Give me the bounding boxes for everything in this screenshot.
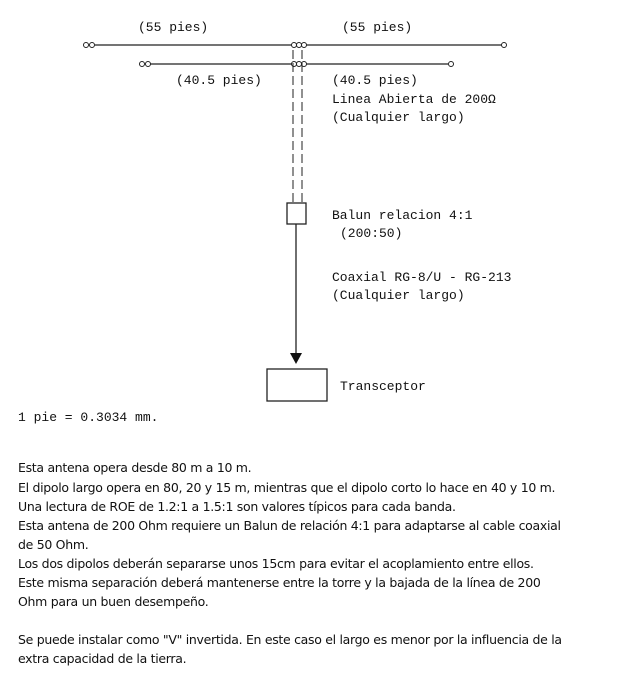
note-line: Una lectura de ROE de 1.2:1 a 1.5:1 son valores típicos para cada banda. (18, 499, 456, 514)
long-dipole-center-insulator (292, 43, 297, 48)
note-line: de 50 Ohm. (18, 537, 89, 552)
long-dipole-right-length: (55 pies) (342, 20, 413, 35)
note-line: extra capacidad de la tierra. (18, 651, 187, 666)
balun-box (287, 203, 306, 224)
note-line: Ohm para un buen desempeño. (18, 594, 209, 609)
conversion-note: 1 pie = 0.3034 mm. (18, 410, 159, 425)
feedline-label: Linea Abierta de 200Ω (332, 92, 496, 107)
balun-ratio-label: (200:50) (340, 226, 403, 241)
coax-label: Coaxial RG-8/U - RG-213 (332, 270, 512, 285)
long-dipole-left-insulator (84, 43, 89, 48)
transceiver-box (267, 369, 327, 401)
coax-arrowhead (290, 353, 302, 364)
coax-length-label: (Cualquier largo) (332, 288, 465, 303)
short-dipole-right-length: (40.5 pies) (332, 73, 418, 88)
note-line: Los dos dipolos deberán separarse unos 15cm para evitar el acoplamiento entre ellos. (18, 556, 534, 571)
note-line: Esta antena opera desde 80 m a 10 m. (18, 460, 252, 475)
feedline-length-label: (Cualquier largo) (332, 110, 465, 125)
note-line: El dipolo largo opera en 80, 20 y 15 m, mientras que el dipolo corto lo hace en 40 y 10 m. (18, 480, 556, 495)
short-dipole-center-insulator (292, 62, 297, 67)
note-line: Se puede instalar como "V" invertida. En este caso el largo es menor por la influencia de la (18, 632, 562, 647)
short-dipole-right-insulator (449, 62, 454, 67)
short-dipole-left-length: (40.5 pies) (176, 73, 262, 88)
transceiver-label: Transceptor (340, 379, 426, 394)
note-line: Esta antena de 200 Ohm requiere un Balun de relación 4:1 para adaptarse al cable coaxial (18, 518, 561, 533)
note-line: Este misma separación deberá mantenerse entre la torre y la bajada de la línea de 200 (18, 575, 541, 590)
balun-label: Balun relacion 4:1 (332, 208, 473, 223)
long-dipole-left-length: (55 pies) (138, 20, 209, 35)
short-dipole-left-insulator (140, 62, 145, 67)
long-dipole-right-insulator (502, 43, 507, 48)
